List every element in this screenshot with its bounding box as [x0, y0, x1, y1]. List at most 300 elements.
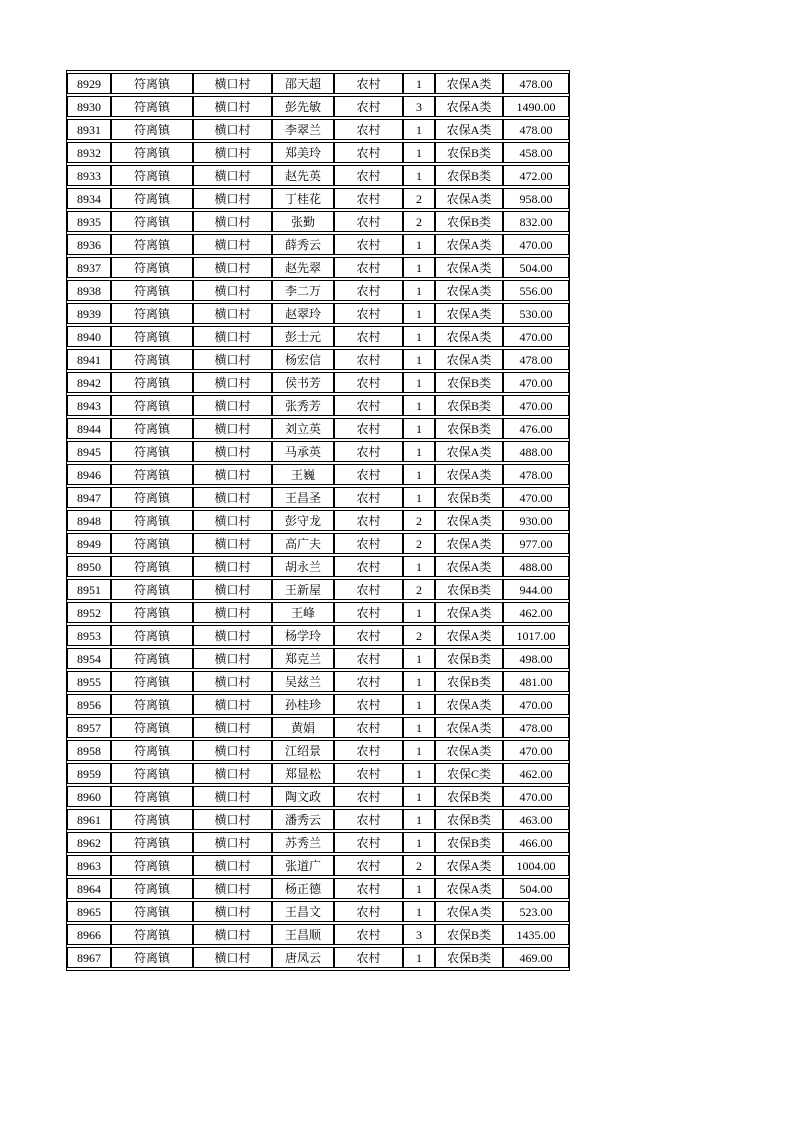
cell-village: 横口村 — [193, 625, 272, 646]
cell-serial-number: 8943 — [67, 395, 111, 416]
cell-person-count: 1 — [403, 648, 435, 669]
cell-person-name: 陶文政 — [272, 786, 334, 807]
cell-amount: 1017.00 — [503, 625, 569, 646]
cell-amount: 478.00 — [503, 717, 569, 738]
cell-amount: 463.00 — [503, 809, 569, 830]
cell-amount: 832.00 — [503, 211, 569, 232]
table-row — [67, 349, 569, 370]
cell-amount: 470.00 — [503, 694, 569, 715]
cell-insurance-type: 农保A类 — [435, 280, 503, 301]
cell-serial-number: 8966 — [67, 924, 111, 945]
cell-person-count: 1 — [403, 280, 435, 301]
cell-amount: 470.00 — [503, 487, 569, 508]
cell-serial-number: 8950 — [67, 556, 111, 577]
cell-village: 横口村 — [193, 418, 272, 439]
cell-insurance-type: 农保C类 — [435, 763, 503, 784]
cell-serial-number: 8967 — [67, 947, 111, 968]
cell-amount: 498.00 — [503, 648, 569, 669]
cell-village: 横口村 — [193, 211, 272, 232]
cell-person-count: 1 — [403, 165, 435, 186]
table-row — [67, 510, 569, 531]
cell-person-name: 李二万 — [272, 280, 334, 301]
cell-amount: 470.00 — [503, 372, 569, 393]
cell-town: 符离镇 — [111, 73, 193, 94]
table-row — [67, 418, 569, 439]
cell-village: 横口村 — [193, 73, 272, 94]
cell-village: 横口村 — [193, 878, 272, 899]
cell-amount: 944.00 — [503, 579, 569, 600]
cell-person-name: 郑克兰 — [272, 648, 334, 669]
cell-insurance-type: 农保B类 — [435, 142, 503, 163]
cell-village: 横口村 — [193, 740, 272, 761]
cell-person-name: 马承英 — [272, 441, 334, 462]
cell-insurance-type: 农保B类 — [435, 579, 503, 600]
table-row — [67, 326, 569, 347]
cell-serial-number: 8934 — [67, 188, 111, 209]
cell-village: 横口村 — [193, 786, 272, 807]
cell-residence-category: 农村 — [334, 855, 403, 876]
cell-insurance-type: 农保A类 — [435, 73, 503, 94]
cell-amount: 462.00 — [503, 763, 569, 784]
cell-person-count: 1 — [403, 372, 435, 393]
cell-village: 横口村 — [193, 717, 272, 738]
cell-serial-number: 8931 — [67, 119, 111, 140]
cell-village: 横口村 — [193, 303, 272, 324]
cell-town: 符离镇 — [111, 648, 193, 669]
cell-town: 符离镇 — [111, 878, 193, 899]
cell-town: 符离镇 — [111, 579, 193, 600]
cell-person-name: 彭先敏 — [272, 96, 334, 117]
cell-person-count: 1 — [403, 786, 435, 807]
cell-person-name: 苏秀兰 — [272, 832, 334, 853]
cell-person-name: 李翠兰 — [272, 119, 334, 140]
table-row — [67, 372, 569, 393]
cell-insurance-type: 农保B类 — [435, 947, 503, 968]
cell-amount: 488.00 — [503, 441, 569, 462]
cell-person-name: 潘秀云 — [272, 809, 334, 830]
cell-residence-category: 农村 — [334, 694, 403, 715]
cell-town: 符离镇 — [111, 234, 193, 255]
cell-person-count: 1 — [403, 832, 435, 853]
cell-person-name: 黄娟 — [272, 717, 334, 738]
cell-person-count: 1 — [403, 326, 435, 347]
cell-village: 横口村 — [193, 96, 272, 117]
cell-town: 符离镇 — [111, 464, 193, 485]
cell-amount: 481.00 — [503, 671, 569, 692]
cell-person-count: 2 — [403, 510, 435, 531]
cell-serial-number: 8930 — [67, 96, 111, 117]
cell-serial-number: 8948 — [67, 510, 111, 531]
cell-amount: 1490.00 — [503, 96, 569, 117]
cell-person-name: 郑美玲 — [272, 142, 334, 163]
cell-insurance-type: 农保B类 — [435, 165, 503, 186]
cell-serial-number: 8941 — [67, 349, 111, 370]
cell-person-name: 张勤 — [272, 211, 334, 232]
cell-residence-category: 农村 — [334, 878, 403, 899]
cell-residence-category: 农村 — [334, 349, 403, 370]
cell-serial-number: 8947 — [67, 487, 111, 508]
cell-town: 符离镇 — [111, 418, 193, 439]
cell-amount: 476.00 — [503, 418, 569, 439]
cell-village: 横口村 — [193, 579, 272, 600]
cell-town: 符离镇 — [111, 349, 193, 370]
cell-serial-number: 8965 — [67, 901, 111, 922]
cell-person-count: 1 — [403, 303, 435, 324]
table-row — [67, 211, 569, 232]
cell-village: 横口村 — [193, 763, 272, 784]
cell-person-count: 1 — [403, 257, 435, 278]
cell-town: 符离镇 — [111, 924, 193, 945]
table-row — [67, 855, 569, 876]
cell-serial-number: 8938 — [67, 280, 111, 301]
cell-amount: 469.00 — [503, 947, 569, 968]
cell-amount: 1435.00 — [503, 924, 569, 945]
cell-insurance-type: 农保A类 — [435, 441, 503, 462]
cell-insurance-type: 农保B类 — [435, 418, 503, 439]
cell-amount: 958.00 — [503, 188, 569, 209]
cell-insurance-type: 农保A类 — [435, 234, 503, 255]
cell-person-count: 1 — [403, 717, 435, 738]
table-row — [67, 303, 569, 324]
cell-insurance-type: 农保B类 — [435, 809, 503, 830]
cell-residence-category: 农村 — [334, 671, 403, 692]
cell-amount: 556.00 — [503, 280, 569, 301]
cell-person-count: 2 — [403, 625, 435, 646]
cell-amount: 478.00 — [503, 464, 569, 485]
cell-serial-number: 8929 — [67, 73, 111, 94]
cell-person-name: 彭守龙 — [272, 510, 334, 531]
cell-town: 符离镇 — [111, 832, 193, 853]
cell-serial-number: 8952 — [67, 602, 111, 623]
cell-village: 横口村 — [193, 694, 272, 715]
cell-person-name: 薛秀云 — [272, 234, 334, 255]
table-row — [67, 717, 569, 738]
cell-residence-category: 农村 — [334, 372, 403, 393]
table-row — [67, 901, 569, 922]
cell-village: 横口村 — [193, 855, 272, 876]
cell-person-count: 1 — [403, 763, 435, 784]
cell-serial-number: 8963 — [67, 855, 111, 876]
cell-serial-number: 8944 — [67, 418, 111, 439]
cell-residence-category: 农村 — [334, 556, 403, 577]
cell-town: 符离镇 — [111, 717, 193, 738]
cell-serial-number: 8958 — [67, 740, 111, 761]
cell-serial-number: 8961 — [67, 809, 111, 830]
cell-person-count: 2 — [403, 211, 435, 232]
cell-serial-number: 8953 — [67, 625, 111, 646]
table-row — [67, 924, 569, 945]
cell-town: 符离镇 — [111, 533, 193, 554]
cell-person-count: 2 — [403, 533, 435, 554]
cell-amount: 470.00 — [503, 786, 569, 807]
table-row — [67, 257, 569, 278]
cell-village: 横口村 — [193, 901, 272, 922]
table-row — [67, 73, 569, 94]
cell-serial-number: 8933 — [67, 165, 111, 186]
cell-insurance-type: 农保B类 — [435, 372, 503, 393]
cell-insurance-type: 农保B类 — [435, 924, 503, 945]
cell-insurance-type: 农保A类 — [435, 878, 503, 899]
cell-person-name: 赵翠玲 — [272, 303, 334, 324]
table-row — [67, 234, 569, 255]
table-row — [67, 625, 569, 646]
cell-village: 横口村 — [193, 556, 272, 577]
cell-serial-number: 8959 — [67, 763, 111, 784]
cell-serial-number: 8964 — [67, 878, 111, 899]
cell-person-count: 1 — [403, 556, 435, 577]
cell-village: 横口村 — [193, 326, 272, 347]
cell-village: 横口村 — [193, 188, 272, 209]
table-row — [67, 763, 569, 784]
cell-residence-category: 农村 — [334, 418, 403, 439]
cell-amount: 462.00 — [503, 602, 569, 623]
cell-person-name: 郑显松 — [272, 763, 334, 784]
cell-insurance-type: 农保A类 — [435, 119, 503, 140]
table-row — [67, 96, 569, 117]
cell-residence-category: 农村 — [334, 924, 403, 945]
cell-residence-category: 农村 — [334, 280, 403, 301]
cell-amount: 523.00 — [503, 901, 569, 922]
cell-village: 横口村 — [193, 947, 272, 968]
cell-residence-category: 农村 — [334, 257, 403, 278]
cell-town: 符离镇 — [111, 441, 193, 462]
cell-residence-category: 农村 — [334, 464, 403, 485]
cell-amount: 504.00 — [503, 878, 569, 899]
cell-serial-number: 8932 — [67, 142, 111, 163]
cell-village: 横口村 — [193, 234, 272, 255]
cell-amount: 478.00 — [503, 119, 569, 140]
cell-residence-category: 农村 — [334, 786, 403, 807]
cell-amount: 530.00 — [503, 303, 569, 324]
cell-residence-category: 农村 — [334, 234, 403, 255]
cell-town: 符离镇 — [111, 188, 193, 209]
cell-residence-category: 农村 — [334, 809, 403, 830]
table-row — [67, 740, 569, 761]
cell-residence-category: 农村 — [334, 326, 403, 347]
cell-village: 横口村 — [193, 648, 272, 669]
cell-residence-category: 农村 — [334, 188, 403, 209]
cell-insurance-type: 农保A类 — [435, 717, 503, 738]
cell-residence-category: 农村 — [334, 717, 403, 738]
cell-serial-number: 8940 — [67, 326, 111, 347]
table-row — [67, 671, 569, 692]
cell-amount: 488.00 — [503, 556, 569, 577]
cell-town: 符离镇 — [111, 211, 193, 232]
cell-village: 横口村 — [193, 165, 272, 186]
cell-residence-category: 农村 — [334, 119, 403, 140]
cell-insurance-type: 农保A类 — [435, 533, 503, 554]
cell-insurance-type: 农保A类 — [435, 602, 503, 623]
cell-amount: 470.00 — [503, 740, 569, 761]
cell-person-name: 刘立英 — [272, 418, 334, 439]
cell-town: 符离镇 — [111, 395, 193, 416]
cell-person-count: 1 — [403, 418, 435, 439]
cell-village: 横口村 — [193, 487, 272, 508]
cell-person-count: 3 — [403, 924, 435, 945]
cell-insurance-type: 农保A类 — [435, 257, 503, 278]
cell-amount: 977.00 — [503, 533, 569, 554]
table-row — [67, 119, 569, 140]
cell-serial-number: 8946 — [67, 464, 111, 485]
cell-town: 符离镇 — [111, 694, 193, 715]
table-row — [67, 487, 569, 508]
cell-residence-category: 农村 — [334, 533, 403, 554]
cell-insurance-type: 农保A类 — [435, 188, 503, 209]
cell-person-name: 张秀芳 — [272, 395, 334, 416]
cell-person-count: 1 — [403, 947, 435, 968]
table-row — [67, 878, 569, 899]
table-row — [67, 188, 569, 209]
cell-village: 横口村 — [193, 349, 272, 370]
cell-person-count: 1 — [403, 878, 435, 899]
cell-person-name: 杨宏信 — [272, 349, 334, 370]
cell-person-name: 杨正德 — [272, 878, 334, 899]
cell-town: 符离镇 — [111, 96, 193, 117]
cell-village: 横口村 — [193, 533, 272, 554]
cell-residence-category: 农村 — [334, 947, 403, 968]
table-row — [67, 464, 569, 485]
cell-village: 横口村 — [193, 671, 272, 692]
cell-insurance-type: 农保B类 — [435, 786, 503, 807]
cell-person-count: 3 — [403, 96, 435, 117]
cell-residence-category: 农村 — [334, 648, 403, 669]
cell-serial-number: 8962 — [67, 832, 111, 853]
cell-person-count: 2 — [403, 855, 435, 876]
cell-residence-category: 农村 — [334, 625, 403, 646]
cell-person-count: 1 — [403, 234, 435, 255]
cell-person-count: 1 — [403, 142, 435, 163]
table-row — [67, 579, 569, 600]
cell-town: 符离镇 — [111, 257, 193, 278]
table-row — [67, 648, 569, 669]
cell-person-name: 邵天超 — [272, 73, 334, 94]
cell-person-name: 赵先翠 — [272, 257, 334, 278]
cell-serial-number: 8937 — [67, 257, 111, 278]
cell-amount: 478.00 — [503, 349, 569, 370]
cell-insurance-type: 农保B类 — [435, 671, 503, 692]
cell-insurance-type: 农保B类 — [435, 832, 503, 853]
cell-amount: 458.00 — [503, 142, 569, 163]
cell-residence-category: 农村 — [334, 142, 403, 163]
cell-insurance-type: 农保A类 — [435, 556, 503, 577]
cell-amount: 478.00 — [503, 73, 569, 94]
cell-person-name: 吴兹兰 — [272, 671, 334, 692]
cell-insurance-type: 农保A类 — [435, 326, 503, 347]
table-row — [67, 947, 569, 968]
cell-serial-number: 8960 — [67, 786, 111, 807]
cell-insurance-type: 农保B类 — [435, 211, 503, 232]
cell-insurance-type: 农保B类 — [435, 487, 503, 508]
cell-town: 符离镇 — [111, 326, 193, 347]
table-row — [67, 809, 569, 830]
cell-insurance-type: 农保A类 — [435, 464, 503, 485]
cell-insurance-type: 农保B类 — [435, 395, 503, 416]
cell-person-count: 1 — [403, 119, 435, 140]
table-row — [67, 694, 569, 715]
cell-town: 符离镇 — [111, 855, 193, 876]
table-row — [67, 556, 569, 577]
cell-town: 符离镇 — [111, 142, 193, 163]
cell-residence-category: 农村 — [334, 602, 403, 623]
cell-person-count: 1 — [403, 349, 435, 370]
cell-serial-number: 8956 — [67, 694, 111, 715]
cell-serial-number: 8936 — [67, 234, 111, 255]
cell-residence-category: 农村 — [334, 73, 403, 94]
cell-village: 横口村 — [193, 464, 272, 485]
table-row — [67, 602, 569, 623]
cell-village: 横口村 — [193, 280, 272, 301]
cell-village: 横口村 — [193, 142, 272, 163]
cell-person-name: 王昌文 — [272, 901, 334, 922]
cell-insurance-type: 农保B类 — [435, 648, 503, 669]
table-row — [67, 165, 569, 186]
cell-amount: 470.00 — [503, 326, 569, 347]
cell-person-name: 王昌顺 — [272, 924, 334, 945]
cell-village: 横口村 — [193, 257, 272, 278]
cell-town: 符离镇 — [111, 372, 193, 393]
cell-person-name: 胡永兰 — [272, 556, 334, 577]
cell-amount: 470.00 — [503, 395, 569, 416]
cell-town: 符离镇 — [111, 165, 193, 186]
cell-person-name: 高广夫 — [272, 533, 334, 554]
cell-residence-category: 农村 — [334, 441, 403, 462]
cell-town: 符离镇 — [111, 740, 193, 761]
table-row — [67, 441, 569, 462]
cell-residence-category: 农村 — [334, 395, 403, 416]
cell-amount: 504.00 — [503, 257, 569, 278]
cell-residence-category: 农村 — [334, 740, 403, 761]
cell-person-name: 江绍景 — [272, 740, 334, 761]
cell-amount: 470.00 — [503, 234, 569, 255]
cell-person-name: 杨学玲 — [272, 625, 334, 646]
cell-residence-category: 农村 — [334, 579, 403, 600]
cell-insurance-type: 农保A类 — [435, 855, 503, 876]
cell-person-name: 孙桂珍 — [272, 694, 334, 715]
cell-amount: 466.00 — [503, 832, 569, 853]
cell-person-name: 丁桂花 — [272, 188, 334, 209]
cell-residence-category: 农村 — [334, 832, 403, 853]
table-row — [67, 395, 569, 416]
cell-town: 符离镇 — [111, 280, 193, 301]
table-row — [67, 832, 569, 853]
cell-person-name: 张道广 — [272, 855, 334, 876]
cell-village: 横口村 — [193, 602, 272, 623]
cell-serial-number: 8945 — [67, 441, 111, 462]
cell-insurance-type: 农保A类 — [435, 303, 503, 324]
cell-residence-category: 农村 — [334, 303, 403, 324]
cell-person-name: 王新屋 — [272, 579, 334, 600]
cell-village: 横口村 — [193, 372, 272, 393]
cell-serial-number: 8955 — [67, 671, 111, 692]
cell-residence-category: 农村 — [334, 96, 403, 117]
table-row — [67, 533, 569, 554]
cell-serial-number: 8935 — [67, 211, 111, 232]
cell-serial-number: 8957 — [67, 717, 111, 738]
cell-amount: 1004.00 — [503, 855, 569, 876]
cell-person-count: 1 — [403, 671, 435, 692]
cell-residence-category: 农村 — [334, 211, 403, 232]
table-row — [67, 786, 569, 807]
cell-insurance-type: 农保A类 — [435, 349, 503, 370]
cell-residence-category: 农村 — [334, 165, 403, 186]
cell-person-name: 王巍 — [272, 464, 334, 485]
cell-town: 符离镇 — [111, 487, 193, 508]
cell-person-count: 1 — [403, 694, 435, 715]
cell-insurance-type: 农保A类 — [435, 694, 503, 715]
cell-person-name: 王昌圣 — [272, 487, 334, 508]
cell-person-name: 赵先英 — [272, 165, 334, 186]
cell-person-count: 1 — [403, 901, 435, 922]
